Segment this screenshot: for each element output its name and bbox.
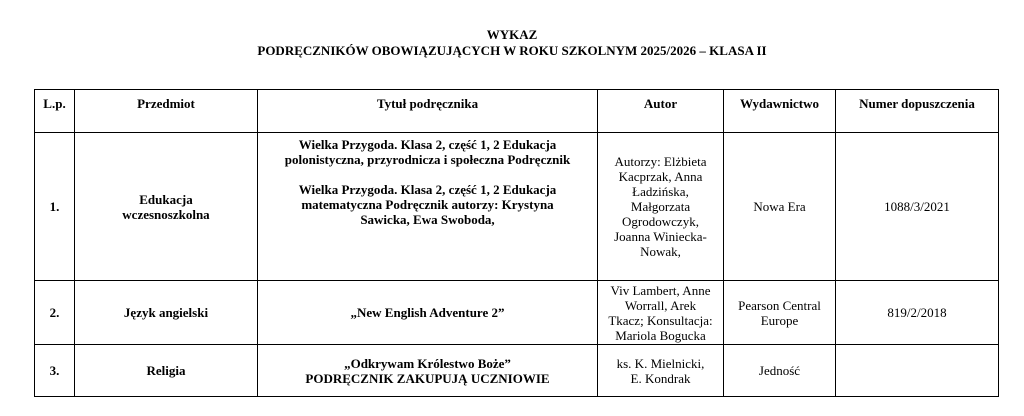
cell-lp: 1. [35, 133, 75, 281]
cell-number: 1088/3/2021 [836, 133, 999, 281]
cell-line: Jedność [758, 363, 801, 378]
cell-number [836, 345, 999, 397]
cell-line: Wielka Przygoda. Klasa 2, część 1, 2 Edukacja [298, 182, 557, 197]
cell-line: Europe [760, 312, 799, 328]
cell-author [598, 133, 724, 281]
cell-line: Wielka Przygoda. Klasa 2, część 1, 2 Edukacja [298, 137, 557, 152]
document-title: WYKAZ [486, 27, 538, 42]
cell-line: Tkacz; Konsultacja: [608, 312, 713, 328]
cell-line: matematyczna Podręcznik autorzy: Krystyna [301, 197, 554, 212]
cell-line: ks. K. Mielnicki, [616, 355, 705, 371]
cell-line: Nowa Era [753, 199, 806, 214]
column-header-author: Autor [598, 90, 724, 133]
cell-line: wczesnoszkolna [122, 206, 210, 222]
cell-lp: 3. [35, 345, 75, 397]
cell-title [258, 345, 598, 397]
cell-line: Religia [146, 363, 186, 378]
cell-publisher [724, 133, 836, 281]
cell-subject [75, 345, 258, 397]
cell-publisher [724, 281, 836, 345]
cell-line: Autorzy: Elżbieta [614, 154, 707, 169]
cell-line: „Odkrywam Królestwo Boże” [344, 355, 511, 371]
cell-line: Ogrodowczyk, [622, 214, 699, 229]
cell-number: 819/2/2018 [836, 281, 999, 345]
column-header-number: Numer dopuszczenia [836, 90, 999, 133]
cell-line: polonistyczna, przyrodnicza i społeczna Podręcznik [284, 152, 571, 167]
cell-author [598, 345, 724, 397]
cell-title [258, 281, 598, 345]
spacer [260, 167, 595, 182]
column-header-title: Tytuł podręcznika [258, 90, 598, 133]
cell-line: Nowak, [640, 244, 681, 259]
column-header-lp: L.p. [35, 90, 75, 133]
column-header-subject: Przedmiot [75, 90, 258, 133]
cell-line: Kacprzak, Anna [618, 169, 703, 184]
cell-line: Worrall, Arek [624, 297, 697, 313]
cell-line: Małgorzata [630, 199, 691, 214]
cell-publisher [724, 345, 836, 397]
table-row [35, 345, 999, 397]
cell-line: Sawicka, Ewa Swoboda, [360, 212, 495, 227]
cell-line: PODRĘCZNIK ZAKUPUJĄ UCZNIOWIE [305, 370, 550, 386]
textbook-table [34, 89, 999, 397]
cell-line: Edukacja [139, 191, 193, 207]
cell-author [598, 281, 724, 345]
cell-line: „New English Adventure 2” [350, 305, 505, 320]
table-header-row [35, 90, 999, 133]
cell-subject [75, 281, 258, 345]
cell-line: Język angielski [123, 305, 209, 320]
cell-line: Mariola Bogucka [615, 327, 706, 343]
column-header-publisher: Wydawnictwo [724, 90, 836, 133]
cell-subject [75, 133, 258, 281]
cell-line: Viv Lambert, Anne [610, 282, 711, 298]
cell-line: E. Kondrak [630, 370, 691, 386]
cell-lp: 2. [35, 281, 75, 345]
table-row [35, 281, 999, 345]
table-row [35, 133, 999, 281]
cell-line: Pearson Central [738, 297, 821, 313]
cell-line: Ładzińska, [632, 184, 689, 199]
cell-title [258, 133, 598, 281]
cell-line: Joanna Winiecka- [614, 229, 707, 244]
document-subtitle: PODRĘCZNIKÓW OBOWIĄZUJĄCYCH W ROKU SZKOLNYM 2025/2026 – KLASA II [257, 43, 767, 58]
